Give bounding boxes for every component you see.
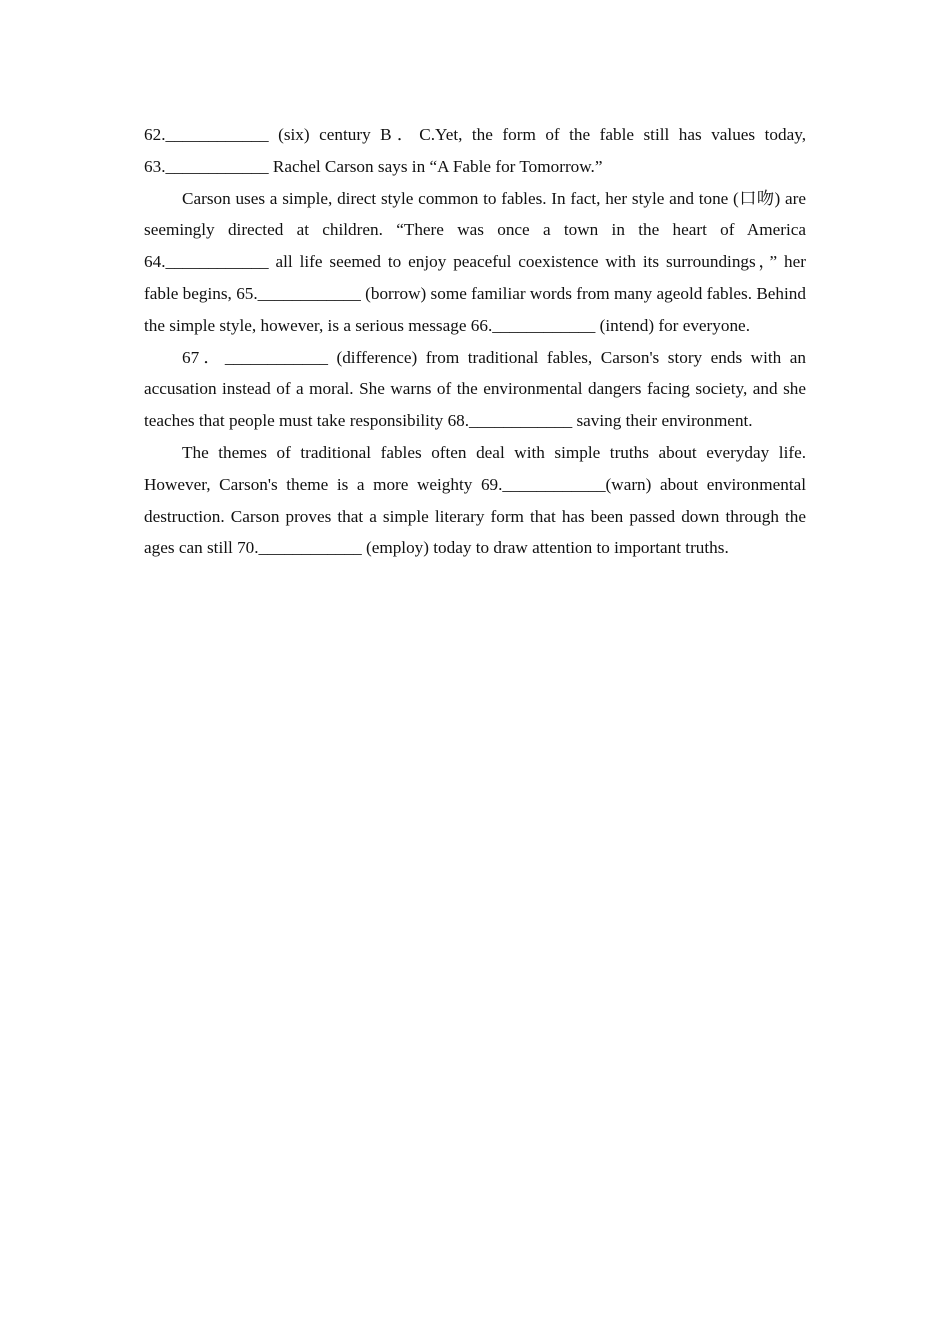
- paragraph-questions-64-66: Carson uses a simple, direct style common to fables. In fact, her style and tone (口吻) are seemingly directed at children. “There was once a town in the heart of America 64.____________ all life seemed to enjoy peaceful coexistence with its surroundings，” her fable begins, 65.____________ (borrow) some familiar words from many ageold fables. Behind the simple style, however, is a serious message 66.____________ (intend) for everyone.: [144, 188, 806, 335]
- paragraph-questions-67-68: 67．____________ (difference) from traditional fables, Carson's story ends with an accusation instead of a moral. She warns of the environmental dangers facing society, and she teaches that people must take responsibility 68.____________ saving their environment.: [144, 347, 806, 431]
- paragraph-questions-69-70: The themes of traditional fables often deal with simple truths about everyday life. However, Carson's theme is a more weighty 69.____________(warn) about environmental destruction. Carson proves that a simple literary form that has been passed down through the ages can still 70.____________ (employ) today to draw attention to important truths.: [144, 442, 806, 558]
- paragraph-questions-62-63: 62.____________ (six) century B．C.Yet, the form of the fable still has values today, 63.____________ Rachel Carson says in “A Fable for Tomorrow.”: [144, 125, 806, 176]
- document-body: [144, 119, 806, 564]
